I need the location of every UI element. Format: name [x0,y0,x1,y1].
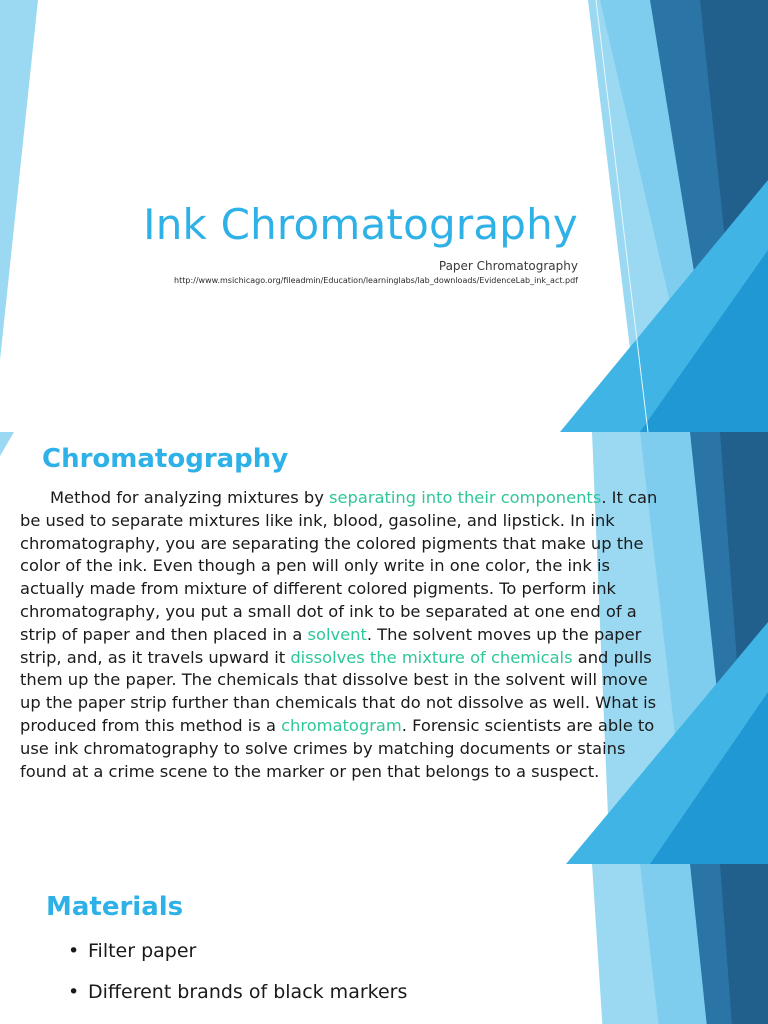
chromatography-slide [0,432,768,864]
highlight-term: chromatogram [281,715,402,735]
highlight-term: solvent [307,624,367,644]
materials-slide [0,864,768,1024]
slide-subtitle: Paper Chromatography [438,259,578,273]
list-item [68,981,407,1022]
body-text: . Forensic scientists are able to use ink chromatography to solve crimes by matching documents or stains found at a crime scene to the marker or pen that belongs to a suspect. [20,715,655,781]
section-heading: Chromatography [42,444,289,474]
list-item-label: Filter paper [88,940,197,962]
body-paragraph [20,487,670,783]
body-text: and pulls them up the paper. The chemicals that dissolve best in the solvent will move up the paper strip further than chemicals that do not dissolve as well. What is produced from this method is a [20,647,657,735]
bullet-icon: • [68,940,80,962]
list-item [68,940,407,981]
left-facet [0,432,14,456]
bullet-icon: • [68,981,80,1003]
title-slide [0,0,768,432]
highlight-term: separating into their components [329,488,602,507]
body-text: . The solvent moves up the paper strip, and, as it travels upward it [20,624,642,667]
source-url: http://www.msichicago.org/fileadmin/Education/learninglabs/lab_downloads/EvidenceLab_ink_act.pdf [174,276,578,285]
section-heading: Materials [46,892,184,922]
list-item-label: Different brands of black markers [88,981,408,1003]
materials-list [68,940,407,1022]
body-text: Method for analyzing mixtures by [50,488,330,507]
highlight-term: dissolves the mixture of chemicals [290,647,573,667]
body-text: . It can be used to separate mixtures like ink, blood, gasoline, and lipstick. In ink chromatography, you are separating the colored pigments that make up the color of the ink. Even though a pen will only write in one color, the ink is actually made from mixture of different colored pigments. To perform ink chromatography, you put a small dot of ink to be separated at one end of a strip of paper and then placed in a [20,488,658,644]
slide-title: Ink Chromatography [143,200,578,249]
left-facet [0,0,38,360]
